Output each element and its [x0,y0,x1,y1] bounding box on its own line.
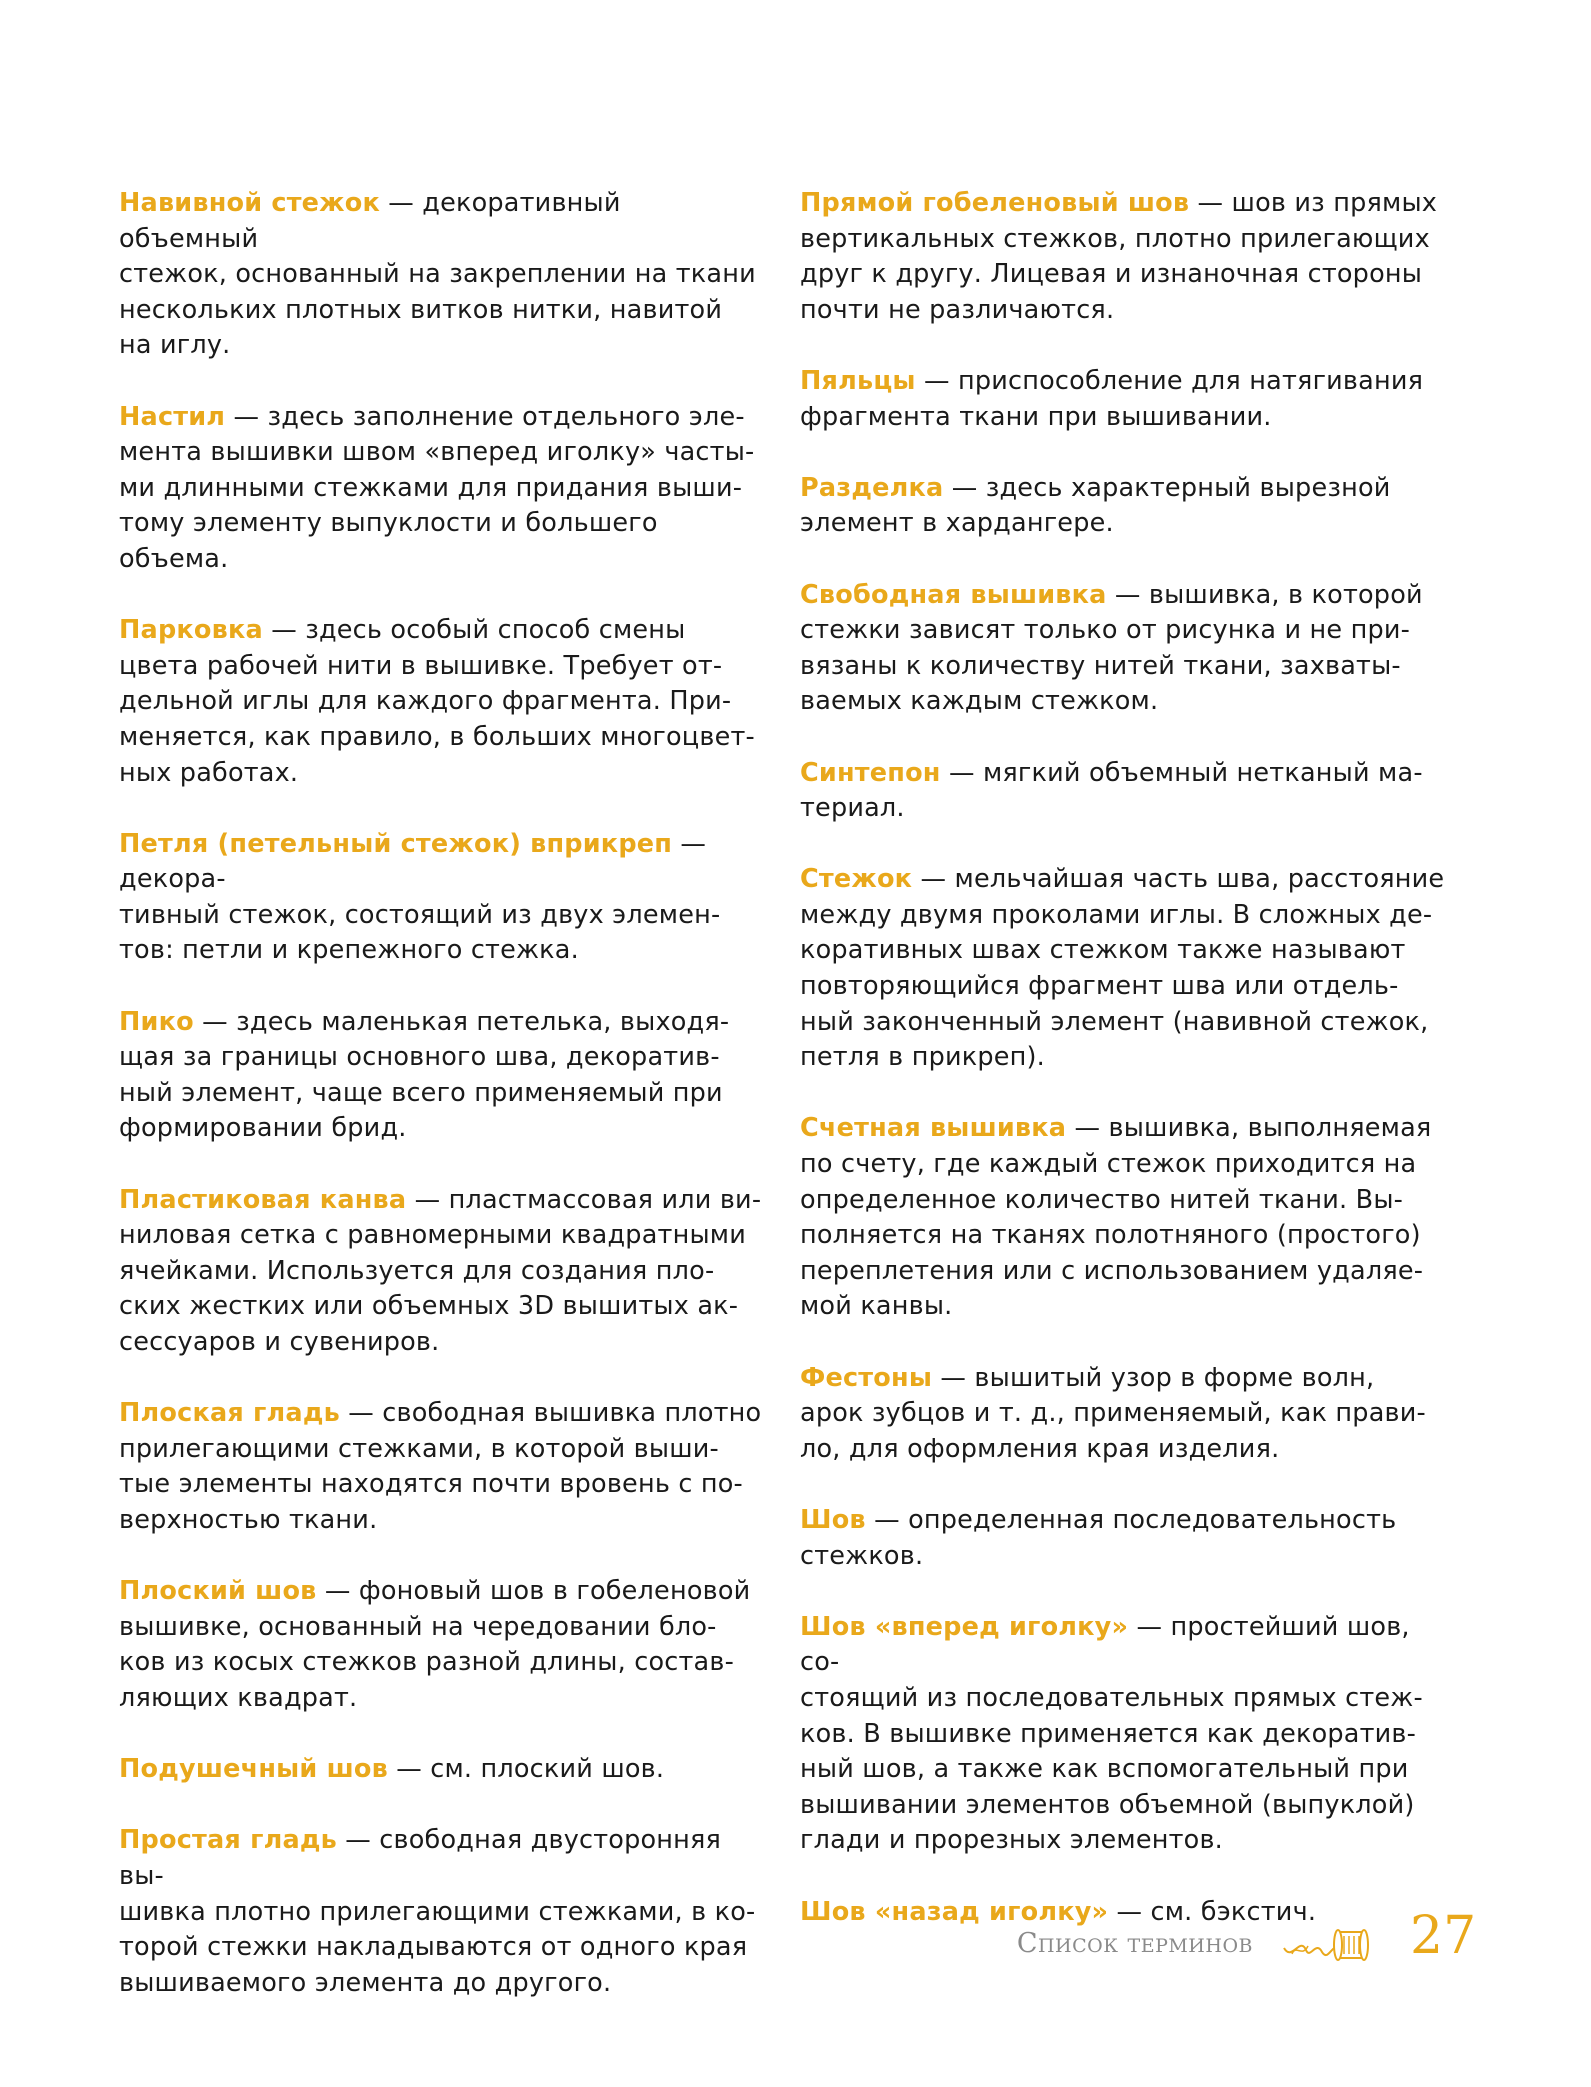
glossary-entry [800,1361,1448,1468]
term: Петля (петельный стежок) вприкреп [119,828,673,859]
definition: — свободная вышивка плотно прилегающими стежками, в которой выши- тые элементы находятся почти вровень с по- верхностью ткани. [119,1398,762,1535]
term: Фестоны [800,1362,933,1393]
term: Простая гладь [119,1825,337,1856]
definition: — пластмассовая или ви- ниловая сетка с равномерными квадратными ячейками. Используется для создания пло- ских жестких или объемных 3D вышитых ак- сессуаров и сувениров. [119,1184,762,1357]
definition: — см. бэкстич. [1108,1896,1317,1927]
definition: — шов из прямых вертикальных стежков, плотно прилегающих друг к другу. Лицевая и изнаночная стороны почти не различаются. [800,188,1438,325]
glossary-entry [800,756,1448,827]
left-column [119,186,767,2037]
glossary-entry [800,862,1448,1076]
definition: — фоновый шов в гобеленовой вышивке, основанный на чередовании бло- ков из косых стежков разной длины, состав- ляющих квадрат. [119,1576,751,1713]
glossary-entry [119,1752,767,1788]
definition: — вышивка, выполняемая по счету, где каждый стежок приходится на определенное количество нитей ткани. Вы- полняется на тканях полотняного (простого) переплетения или с использованием удаляе- мой канвы. [800,1113,1432,1322]
term: Прямой гобеленовый шов [800,188,1190,218]
term: Настил [119,401,226,432]
glossary-entry [119,400,767,578]
definition: — определенная последовательность стежков. [800,1504,1397,1571]
term: Шов [800,1504,866,1535]
glossary-entry [800,186,1448,328]
definition: — мельчайшая часть шва, расстояние между двумя проколами иглы. В сложных де- коративных швах стежком также называют повторяющийся фрагмент шва или отдель- ный законченный элемент (навивной стежок, петля в прикреп). [800,864,1445,1073]
term: Разделка [800,472,944,503]
term: Плоская гладь [119,1398,340,1429]
definition: — декора- тивный стежок, состоящий из двух элемен- тов: петли и крепежного стежка. [119,828,721,966]
definition: — свободная двусторонняя вы- шивка плотно прилегающими стежками, в ко- торой стежки накладываются от одного края вышиваемого элемента до другого. [119,1825,756,1998]
right-column [800,186,1448,1966]
glossary-entry [119,827,767,969]
section-title: Список терминов [1016,1928,1253,1959]
thread-spool-icon [1282,1918,1372,1970]
definition: — здесь маленькая петелька, выходя- щая за границы основного шва, декоратив- ный элемент, чаще всего применяемый при формировании брид. [119,1006,730,1144]
glossary-entry [119,1005,767,1147]
glossary-entry [800,578,1448,720]
glossary-entry [119,186,767,364]
term: Шов «вперед иголку» [800,1611,1129,1642]
definition: — приспособление для натягивания фрагмента ткани при вышивании. [800,365,1424,432]
page-footer [0,1906,1591,1986]
term: Пяльцы [800,365,916,396]
definition: — здесь заполнение отдельного эле- мента вышивки швом «вперед иголку» часты- ми длинными стежками для придания выши- тому элементу выпуклости и большего объема. [119,401,755,574]
definition: — вышивка, в которой стежки зависят только от рисунка и не при- вязаны к количеству нитей ткани, захваты- ваемых каждым стежком. [800,579,1423,717]
term: Навивной стежок [119,188,380,218]
page-number: 27 [1410,1906,1477,1966]
glossary-entry [119,1396,767,1538]
term: Пластиковая канва [119,1184,407,1215]
definition: — здесь характерный вырезной элемент в хардангере. [800,472,1391,539]
term: Счетная вышивка [800,1113,1067,1144]
term: Шов «назад иголку» [800,1896,1109,1927]
term: Пико [119,1006,194,1037]
term: Свободная вышивка [800,579,1107,610]
glossary-entry [119,1574,767,1716]
definition: — см. плоский шов. [387,1754,665,1785]
glossary-entry [800,1610,1448,1859]
definition: — мягкий объемный нетканый ма- териал. [800,757,1423,824]
glossary-entry [800,471,1448,542]
term: Плоский шов [119,1576,317,1607]
glossary-entry [119,1183,767,1361]
glossary-entry [800,1111,1448,1325]
definition: — простейший шов, со- стоящий из последовательных прямых стеж- ков. В вышивке применяется как декоратив- ный шов, а также как вспомогательный при вышивании элементов объемной (выпуклой) глади и прорезных элементов. [800,1611,1423,1856]
glossary-entry [800,364,1448,435]
term: Парковка [119,615,263,646]
term: Стежок [800,864,913,895]
glossary-entry [800,1503,1448,1574]
definition: — вышитый узор в форме волн, арок зубцов и т. д., применяемый, как прави- ло, для оформления края изделия. [800,1362,1426,1464]
definition: — здесь особый способ смены цвета рабочей нити в вышивке. Требует от- дельной иглы для каждого фрагмента. При- меняется, как правило, в больших многоцвет- ных работах. [119,615,755,788]
definition: — декоративный объемный стежок, основанный на закреплении на ткани нескольких плотных витков нитки, навитой на иглу. [119,188,756,361]
term: Синтепон [800,757,941,788]
glossary-entry [119,613,767,791]
term: Подушечный шов [119,1754,388,1785]
